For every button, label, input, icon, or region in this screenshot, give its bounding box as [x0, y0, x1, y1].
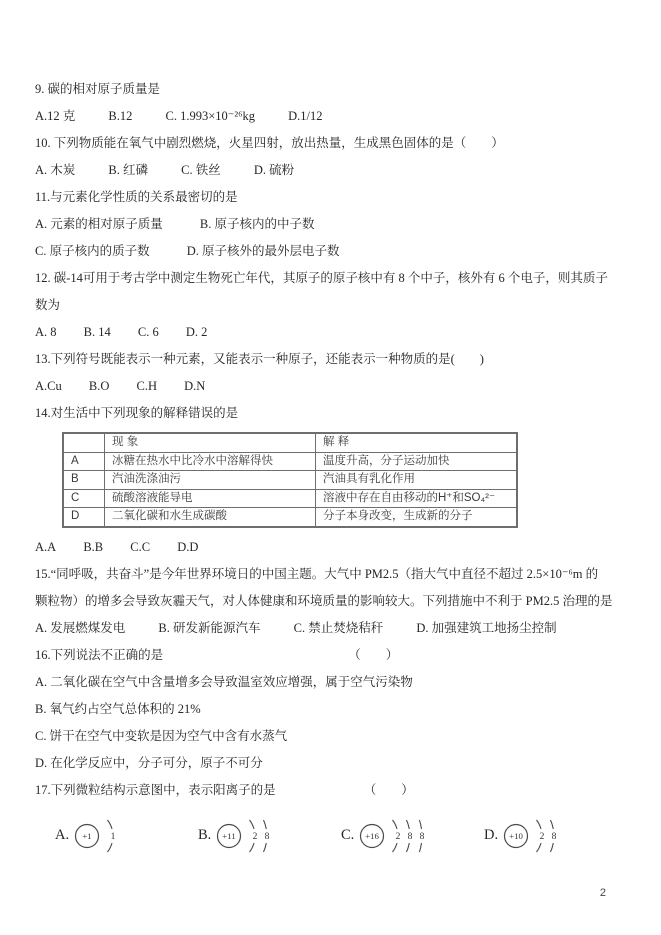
option-d: D. 原子核外的最外层电子数 — [186, 244, 340, 258]
particle-diagram-c — [341, 807, 484, 865]
explanation-table — [62, 432, 518, 528]
option-d: D. 硫粉 — [253, 163, 295, 177]
option-d: D. 2 — [185, 325, 208, 339]
option-d: D.1/12 — [288, 109, 323, 123]
table-header-row — [63, 433, 517, 452]
diagram-label: B. — [198, 827, 212, 843]
table-cell: 汽油具有乳化作用 — [316, 471, 518, 490]
option-a: A. 发展燃煤发电 — [35, 620, 126, 635]
question-12-options — [35, 319, 633, 346]
svg-text:+1: +1 — [82, 830, 92, 841]
question-17-stem: 17.下列微粒结构示意图中，表示阳离子的是 — [35, 782, 276, 797]
table-cell: 分子本身改变，生成新的分子 — [316, 508, 518, 527]
answer-blank: （ ） — [348, 647, 399, 662]
question-16-text — [35, 642, 633, 669]
svg-text:2: 2 — [395, 831, 401, 842]
atom-structure-svg — [356, 807, 444, 865]
option-a: A.Cu — [35, 379, 62, 393]
option-b: B.O — [88, 379, 110, 393]
option-c: C. 禁止焚烧秸秆 — [293, 620, 384, 635]
question-10-options — [35, 157, 633, 184]
particle-diagram-b — [198, 807, 341, 865]
option-a: A.12 克 — [35, 109, 76, 123]
question-14-text: 14.对生活中下列现象的解释错误的是 — [35, 406, 239, 420]
option-b: B. 研发新能源汽车 — [158, 620, 261, 635]
question-9-text: 9. 碳的相对原子质量是 — [35, 82, 161, 96]
question-11-options-row1 — [35, 211, 633, 238]
svg-text:8: 8 — [419, 831, 425, 842]
question-17-text — [35, 777, 633, 804]
option-b: B. 原子核内的中子数 — [199, 217, 315, 231]
table-cell: 冰糖在热水中比冷水中溶解得快 — [105, 452, 316, 471]
answer-blank: （ ） — [363, 782, 414, 797]
table-cell: 温度升高，分子运动加快 — [316, 452, 518, 471]
svg-text:8: 8 — [551, 831, 557, 842]
table-cell: 现 象 — [105, 433, 316, 452]
svg-text:+10: +10 — [509, 830, 523, 841]
table-cell: 溶液中存在自由移动的H⁺和SO₄²⁻ — [316, 489, 518, 508]
question-14-options — [35, 534, 633, 561]
table-cell: C — [63, 489, 105, 508]
question-16-stem: 16.下列说法不正确的是 — [35, 647, 164, 662]
option-c: C.H — [136, 379, 157, 393]
table-cell: 二氧化碳和水生成碳酸 — [105, 508, 316, 527]
table-cell: B — [63, 471, 105, 490]
table-cell: 汽油洗涤油污 — [105, 471, 316, 490]
svg-text:+11: +11 — [222, 830, 237, 841]
table-row — [63, 508, 517, 527]
option-a: A. 8 — [35, 325, 57, 339]
svg-text:2: 2 — [539, 831, 545, 842]
atom-structure-svg — [213, 807, 301, 865]
option-d: D.D — [177, 539, 199, 554]
option-b: B. 14 — [83, 325, 111, 339]
atom-structure — [500, 807, 588, 865]
atom-structure-svg — [500, 807, 588, 865]
page-number: 2 — [599, 887, 606, 899]
particle-diagram-a — [55, 807, 198, 865]
particle-diagram-d — [484, 807, 627, 865]
question-15-options — [35, 615, 633, 642]
question-13-text: 13.下列符号既能表示一种元素，又能表示一种原子，还能表示一种物质的是( ) — [35, 352, 484, 366]
diagram-label: A. — [55, 827, 70, 843]
option-c: C. 铁丝 — [181, 163, 221, 177]
table-cell — [63, 433, 105, 452]
question-16-option-a: A. 二氧化碳在空气中含量增多会导致温室效应增强，属于空气污染物 — [35, 674, 413, 689]
table-row — [63, 489, 517, 508]
diagram-label: C. — [341, 827, 355, 843]
svg-text:1: 1 — [110, 831, 116, 842]
atom-structure — [213, 807, 301, 865]
question-11-text: 11.与元素化学性质的关系最密切的是 — [35, 190, 238, 204]
table-cell: 解 释 — [316, 433, 518, 452]
table-row — [63, 471, 517, 490]
atom-structure — [356, 807, 444, 865]
question-15-text-line2: 颗粒物）的增多会导致灰霾天气，对人体健康和环境质量的影响较大。下列措施中不利于 PM2.5 治理的是 — [35, 593, 613, 608]
option-b: B.B — [83, 539, 104, 554]
atom-structure — [71, 807, 159, 865]
table-row — [63, 452, 517, 471]
question-16-option-c: C. 饼干在空气中变软是因为空气中含有水蒸气 — [35, 728, 288, 743]
option-d: D.N — [184, 379, 206, 393]
table-cell: 硫酸溶液能导电 — [105, 489, 316, 508]
question-10-text: 10. 下列物质能在氧气中剧烈燃烧，火星四射，放出热量，生成黑色固体的是（ ） — [35, 136, 504, 150]
diagram-label: D. — [484, 827, 499, 843]
option-b: B. 红磷 — [108, 163, 148, 177]
option-c: C. 6 — [137, 325, 159, 339]
question-9-options — [35, 103, 633, 130]
question-12-text-line2: 数为 — [35, 298, 61, 312]
option-b: B.12 — [108, 109, 133, 123]
question-11-options-row2 — [35, 238, 633, 265]
question-13-options — [35, 373, 633, 400]
table-cell: D — [63, 508, 105, 527]
option-c: C.C — [130, 539, 151, 554]
option-a: A.A — [35, 539, 57, 554]
question-15-text-line1: 15.“同呼吸，共奋斗”是今年世界环境日的中国主题。大气中 PM2.5（指大气中直径不超过 2.5×10⁻⁶m 的 — [35, 566, 599, 581]
option-a: A. 木炭 — [35, 163, 76, 177]
atom-structure-svg — [71, 807, 159, 865]
question-16-option-d: D. 在化学反应中，分子可分，原子不可分 — [35, 755, 263, 770]
question-16-option-b: B. 氧气约占空气总体积的 21% — [35, 701, 201, 716]
table-cell: A — [63, 452, 105, 471]
svg-text:8: 8 — [407, 831, 413, 842]
option-a: A. 元素的相对原子质量 — [35, 217, 163, 231]
option-c: C. 原子核内的质子数 — [35, 244, 150, 258]
svg-text:+16: +16 — [365, 830, 380, 841]
option-d: D. 加强建筑工地扬尘控制 — [416, 620, 557, 635]
question-12-text-line1: 12. 碳-14可用于考古学中测定生物死亡年代，其原子的原子核中有 8 个中子，核外有 6 个电子，则其质子 — [35, 271, 608, 285]
svg-text:8: 8 — [264, 831, 270, 842]
particle-diagrams — [35, 806, 633, 866]
option-c: C. 1.993×10⁻²⁶kg — [165, 109, 255, 123]
svg-text:2: 2 — [252, 831, 258, 842]
